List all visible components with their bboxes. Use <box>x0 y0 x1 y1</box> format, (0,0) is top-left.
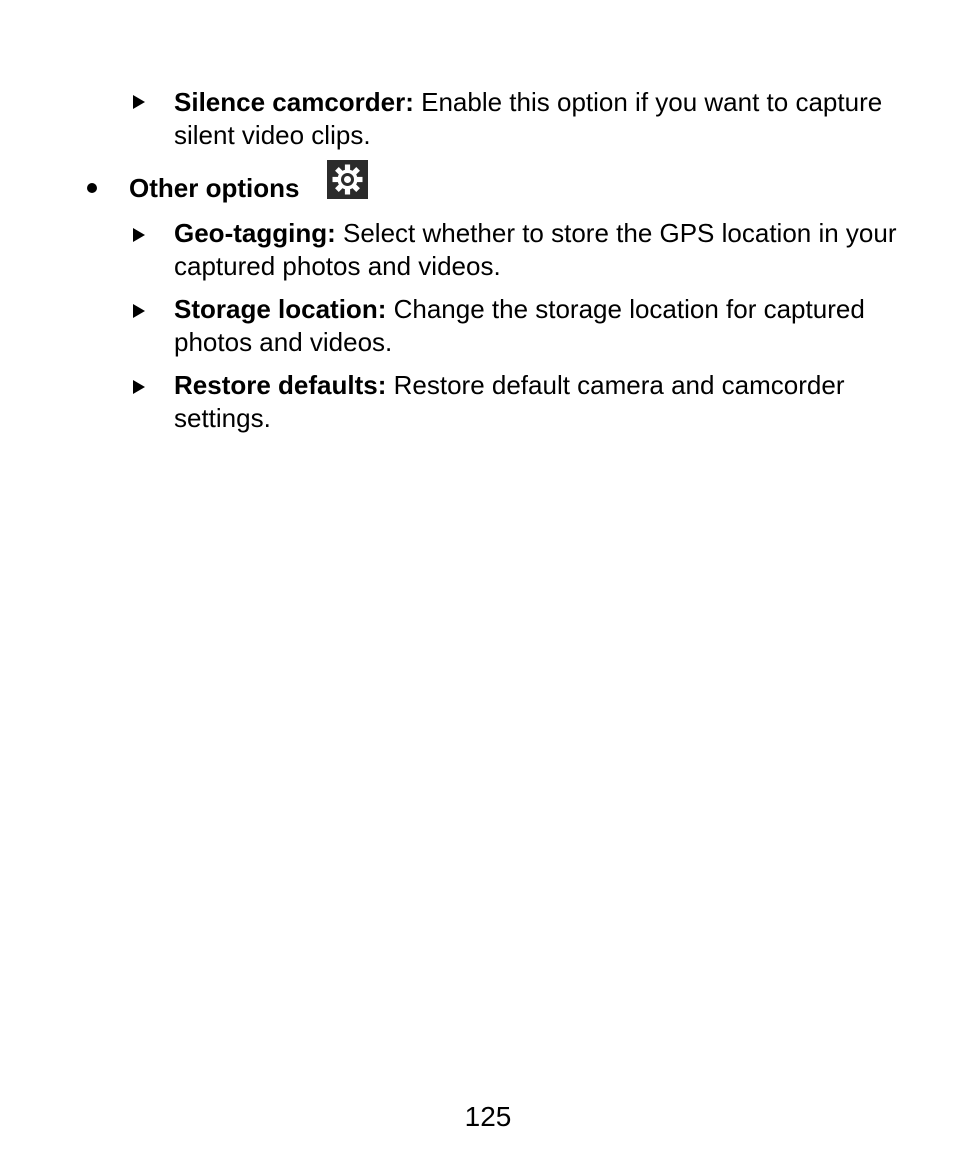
arrow-bullet-icon <box>133 95 145 109</box>
item-term: Restore defaults: <box>174 370 387 400</box>
item-description: Restore default camera and camcorder settings. <box>174 370 845 433</box>
arrow-bullet-icon <box>133 304 145 318</box>
round-bullet-icon <box>87 183 97 193</box>
section-title: Other options <box>129 173 300 203</box>
item-term: Storage location: <box>174 294 387 324</box>
item-term: Silence camcorder: <box>174 87 414 117</box>
list-item-geo-tagging <box>174 217 904 283</box>
list-item-restore-defaults <box>174 369 904 435</box>
item-description: Change the storage location for captured photos and videos. <box>174 294 865 357</box>
item-description: Select whether to store the GPS location in your captured photos and videos. <box>174 218 897 281</box>
item-term: Geo-tagging: <box>174 218 336 248</box>
item-description: Enable this option if you want to capture silent video clips. <box>174 87 883 150</box>
list-item-storage-location <box>174 293 904 359</box>
arrow-bullet-icon <box>133 380 145 394</box>
arrow-bullet-icon <box>133 228 145 242</box>
list-item-silence-camcorder <box>174 86 904 152</box>
gear-icon <box>327 160 368 199</box>
page-number: 125 <box>464 1101 512 1132</box>
